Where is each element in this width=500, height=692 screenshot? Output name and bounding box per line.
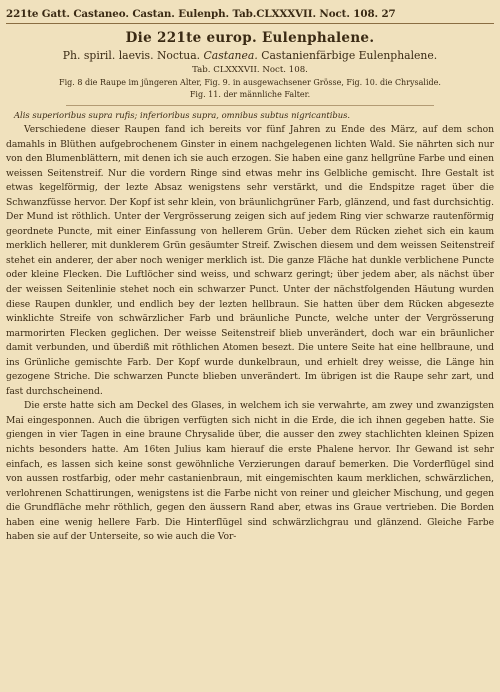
book-page [0,8,500,692]
latin-species: Castanea. [203,49,258,62]
figure-caption: Fig. 11. der männliche Falter. [189,90,311,99]
paragraph: Die erste hatte sich am Deckel des Glases, in welchem ich sie verwahrte, am zwey und zwanzigsten Mai eingesponnen. Auch die übrigen verfügten sich nicht in die Erde, die ich ihnen gegeben hatte. Sie giengen in vier Tagen in eine braune Chrysalide über, die ausser den zwey stachlichten kleinen Spizen nichts besonders hatte. Am 16ten Julius kam hierauf die erste Phalene hervor. Ihr Gewand ist sehr einfach, es lassen sich keine sonst gewöhnliche Verzierungen darauf bemerken. Die Vorderflügel sind von aussen rostfarbig, oder mehr castanienbraun, mit eingemischten kaum merklichen, schwärzlichen, verlohrenen Schattirungen, wenigstens ist die Farbe nicht von reiner und gleicher Mischung, und gegen die Grundfläche mehr röthlich, gegen den äussern Rand aber, etwas ins Graue vertrieben. Die Borden haben eine wenig hellere Farb. Die Hinterflügel sind schwärzlichgrau und glänzend. Gleiche Farbe haben sie auf der Unterseite, so wie auch die Vor- [6,400,494,543]
body-text [6,123,494,545]
latin-prefix: Ph. spiril. laevis. Noctua. [62,49,201,62]
running-head: 221te Gatt. Castaneo. Castan. Eulenph. Tab.CLXXXVII. Noct. 108. 27 [6,8,494,24]
page-title: Die 221te europ. Eulenphalene. [125,30,375,46]
species-name-line [6,49,494,62]
figure-caption: Fig. 8 die Raupe im jüngeren Alter, Fig. 9. in ausgewachsener Grösse, Fig. 10. die Chrysalide. [59,78,441,87]
figure-captions [6,77,494,101]
german-name: Castanienfärbige Eulenphalene. [261,49,438,62]
plate-reference: Tab. CLXXXVII. Noct. 108. [192,65,308,75]
divider [66,105,434,106]
latin-diagnosis: Alis superioribus supra rufis; inferioribus supra, omnibus subtus nigricantibus. [14,110,351,120]
paragraph: Verschiedene dieser Raupen fand ich bereits vor fünf Jahren zu Ende des März, auf dem schon damahls in Blüthen aufgebrochenem Ginster in einem nachgelegenen lichten Wald. Sie nährten sich nur von den Blumenblättern, mit denen ich sie auch erzogen. Sie haben eine ganz hellgrüne Farbe und einen weissen Seitenstreif. Nur die vordern Ringe sind etwas mehr ins Gelbliche gemischt. Ihre Gestalt ist etwas kegelförmig, der lezte Absaz wenigstens sehr verstärkt, und die Endspitze raget über die Schwanzfüsse hervor. Der Kopf ist sehr klein, von bräunlichgrüner Farb, glänzend, und fast durchsichtig. Der Mund ist röthlich. Unter der Vergrösserung zeigen sich auf jedem Ring vier schwarze rautenförmig geordnete Puncte, mit einer Einfassung von hellerem Grün. Ueber dem Rücken ziehet sich ein kaum merklich hellerer, mit dunklerem Grün gesäumter Streif. Zwischen diesem und dem weissen Seitenstreif stehet ein anderer, der aber noch weniger merklich ist. Die ganze Fläche hat dunkle verblichene Puncte oder kleine Flecken. Die Luftlöcher sind weiss, und schwarz geringt; über jedem aber, als nächst über der weissen Seitenlinie stehet noch ein schwarzer Punct. Unter der nächstfolgenden Häutung wurden diese Raupen dunkler, und endlich bey der lezten hellbraun. Sie hatten über dem Rücken abgesezte winklichte Streife von schwärzlicher Farb und bräunliche Puncte, welche unter der Vergrösserung marmorirten Flecken geglichen. Der weisse Seitenstreif blieb unverändert, doch war ein bräunlicher damit verbunden, und überdiß mit röthlichen Atomen besezt. Die untere Seite hat eine hellbraune, und ins Grünliche gemischte Farb. Der Kopf wurde dunkelbraun, und erhielt drey weisse, die Länge hin gezogene Striche. Die schwarzen Puncte blieben unverändert. Im übrigen ist die Raupe sehr zart, und fast durchscheinend. [6,124,494,397]
